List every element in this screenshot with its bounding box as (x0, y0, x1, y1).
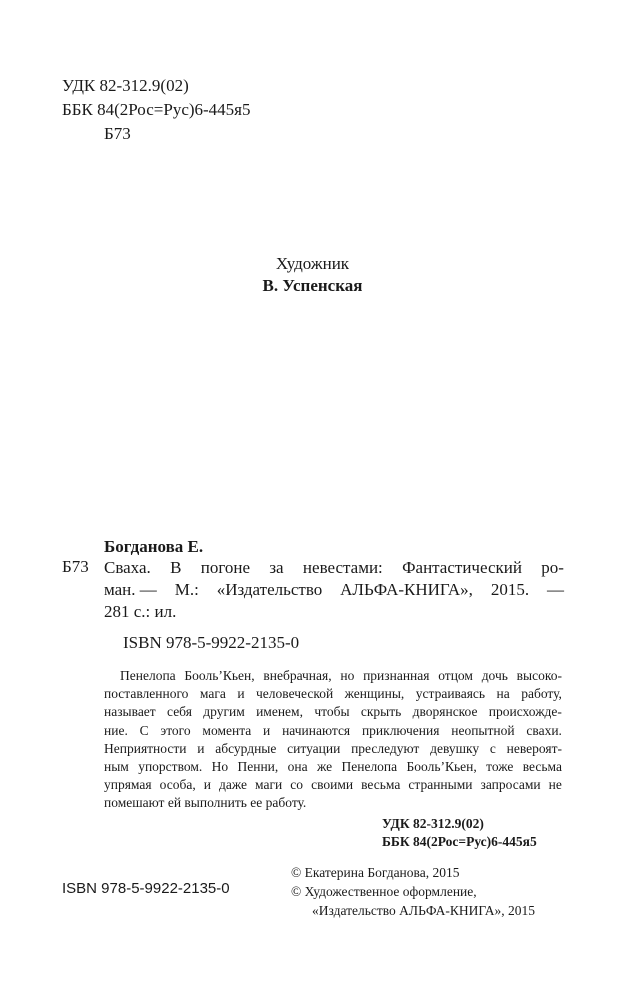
footer-isbn: ISBN 978-5-9922-2135-0 (62, 880, 230, 897)
word: невероят- (506, 740, 562, 756)
word: дворянское (412, 704, 478, 720)
annotation-line (104, 794, 562, 812)
word: начинаются (282, 722, 351, 738)
word: маги (255, 777, 283, 793)
word: — (546, 580, 564, 599)
word: девушку (430, 740, 480, 756)
word: работу, (521, 686, 562, 702)
record-cutter: Б73 (62, 557, 89, 576)
word: ным (104, 759, 129, 775)
header-classification (62, 74, 251, 146)
word: 2015. (490, 580, 530, 599)
word: скрыть (360, 704, 402, 720)
annotation-line (104, 703, 562, 721)
word: и (237, 686, 245, 702)
udk-code: УДК 82-312.9(02) (62, 76, 189, 95)
word: Бооль’Кьен, (184, 668, 255, 683)
annotation-line (104, 740, 562, 758)
word: упорством. (138, 759, 203, 775)
word: со (290, 777, 304, 793)
word: и (203, 777, 211, 793)
word: абсурдные (215, 740, 277, 756)
word: поставленного (104, 686, 189, 702)
footer-classification (382, 815, 537, 851)
copyright-author: © Екатерина Богданова, 2015 (291, 865, 460, 880)
word: свахи. (526, 722, 562, 738)
word: даже (219, 777, 248, 793)
word: Фантастический (402, 558, 522, 577)
word: В (170, 558, 182, 577)
copyright-design: © Художественное оформление, (291, 884, 477, 899)
word: Пенелопа (120, 668, 176, 683)
word: невестами: (302, 558, 383, 577)
word: особа, (159, 777, 196, 793)
footer-udk-code: УДК 82-312.9(02) (382, 816, 484, 831)
footer-bbk-code: ББК 84(2Рос=Рус)6-445я5 (382, 834, 537, 849)
annotation-line (104, 758, 562, 776)
word: момента (202, 722, 252, 738)
word: же (316, 759, 333, 775)
annotation-line (104, 776, 562, 794)
word: чтобы (314, 704, 350, 720)
word: она (287, 759, 308, 775)
word: на (496, 686, 510, 702)
word: с (489, 740, 496, 756)
cutter-code: Б73 (104, 124, 131, 143)
bib-line (104, 579, 564, 601)
word: называет (104, 704, 156, 720)
word: Пенни, (237, 759, 279, 775)
word: Но (211, 759, 229, 775)
bbk-code: ББК 84(2Рос=Рус)6-445я5 (62, 100, 251, 119)
word: «Издательство (216, 580, 323, 599)
word: ман. — (104, 580, 157, 599)
bibliographic-description (104, 557, 564, 623)
word: погоне (200, 558, 251, 577)
word: странными (408, 777, 473, 793)
copyright-block (291, 863, 535, 920)
word: именем, (256, 704, 303, 720)
word: упрямая (104, 777, 152, 793)
annotation-line (104, 722, 562, 740)
word: признанная (363, 668, 430, 683)
annotation (104, 667, 562, 813)
bib-line (104, 601, 564, 623)
word: Сваха. (104, 558, 151, 577)
word: мага (199, 686, 226, 702)
word: человеческой (256, 686, 334, 702)
word: этого (160, 722, 191, 738)
word: помешают ей выполнить ее работу. (104, 795, 307, 811)
word: и (197, 740, 205, 756)
word: ро- (541, 558, 564, 577)
word: и (263, 722, 271, 738)
copyright-publisher: «Издательство АЛЬФА-КНИГА», 2015 (312, 903, 535, 918)
annotation-line (104, 667, 562, 685)
word: неопытной (451, 722, 515, 738)
record-author: Богданова Е. (104, 537, 204, 556)
artist-name: В. Успенская (262, 276, 363, 295)
word: весьма (522, 759, 562, 775)
word: ние. (104, 722, 128, 738)
word: 281 с.: ил. (104, 602, 177, 621)
word: дочь (481, 668, 508, 683)
word: происхожде- (488, 704, 562, 720)
word: не (548, 777, 562, 793)
word: преследуют (351, 740, 420, 756)
word: себя (167, 704, 192, 720)
annotation-line (104, 685, 562, 703)
bib-line (104, 557, 564, 579)
word: весьма (361, 777, 401, 793)
word: высоко- (516, 668, 562, 683)
word: приключения (361, 722, 440, 738)
word: устраиваясь (415, 686, 486, 702)
word: запросами (480, 777, 541, 793)
word: но (340, 668, 355, 683)
word: Неприятности (104, 740, 187, 756)
artist-role: Художник (275, 254, 350, 273)
record-isbn: ISBN 978-5-9922-2135-0 (123, 633, 300, 652)
word: С (139, 722, 149, 738)
word: АЛЬФА-КНИГА», (340, 580, 473, 599)
word: своими (311, 777, 354, 793)
word: М.: (174, 580, 199, 599)
word: Пенелопа (341, 759, 398, 775)
word: женщины, (344, 686, 405, 702)
word: ситуации (287, 740, 341, 756)
word: отцом (438, 668, 473, 683)
word: внебрачная, (263, 668, 332, 683)
word: другим (203, 704, 245, 720)
word: за (269, 558, 284, 577)
word: тоже (486, 759, 514, 775)
word: Бооль’Кьен, (406, 759, 477, 775)
